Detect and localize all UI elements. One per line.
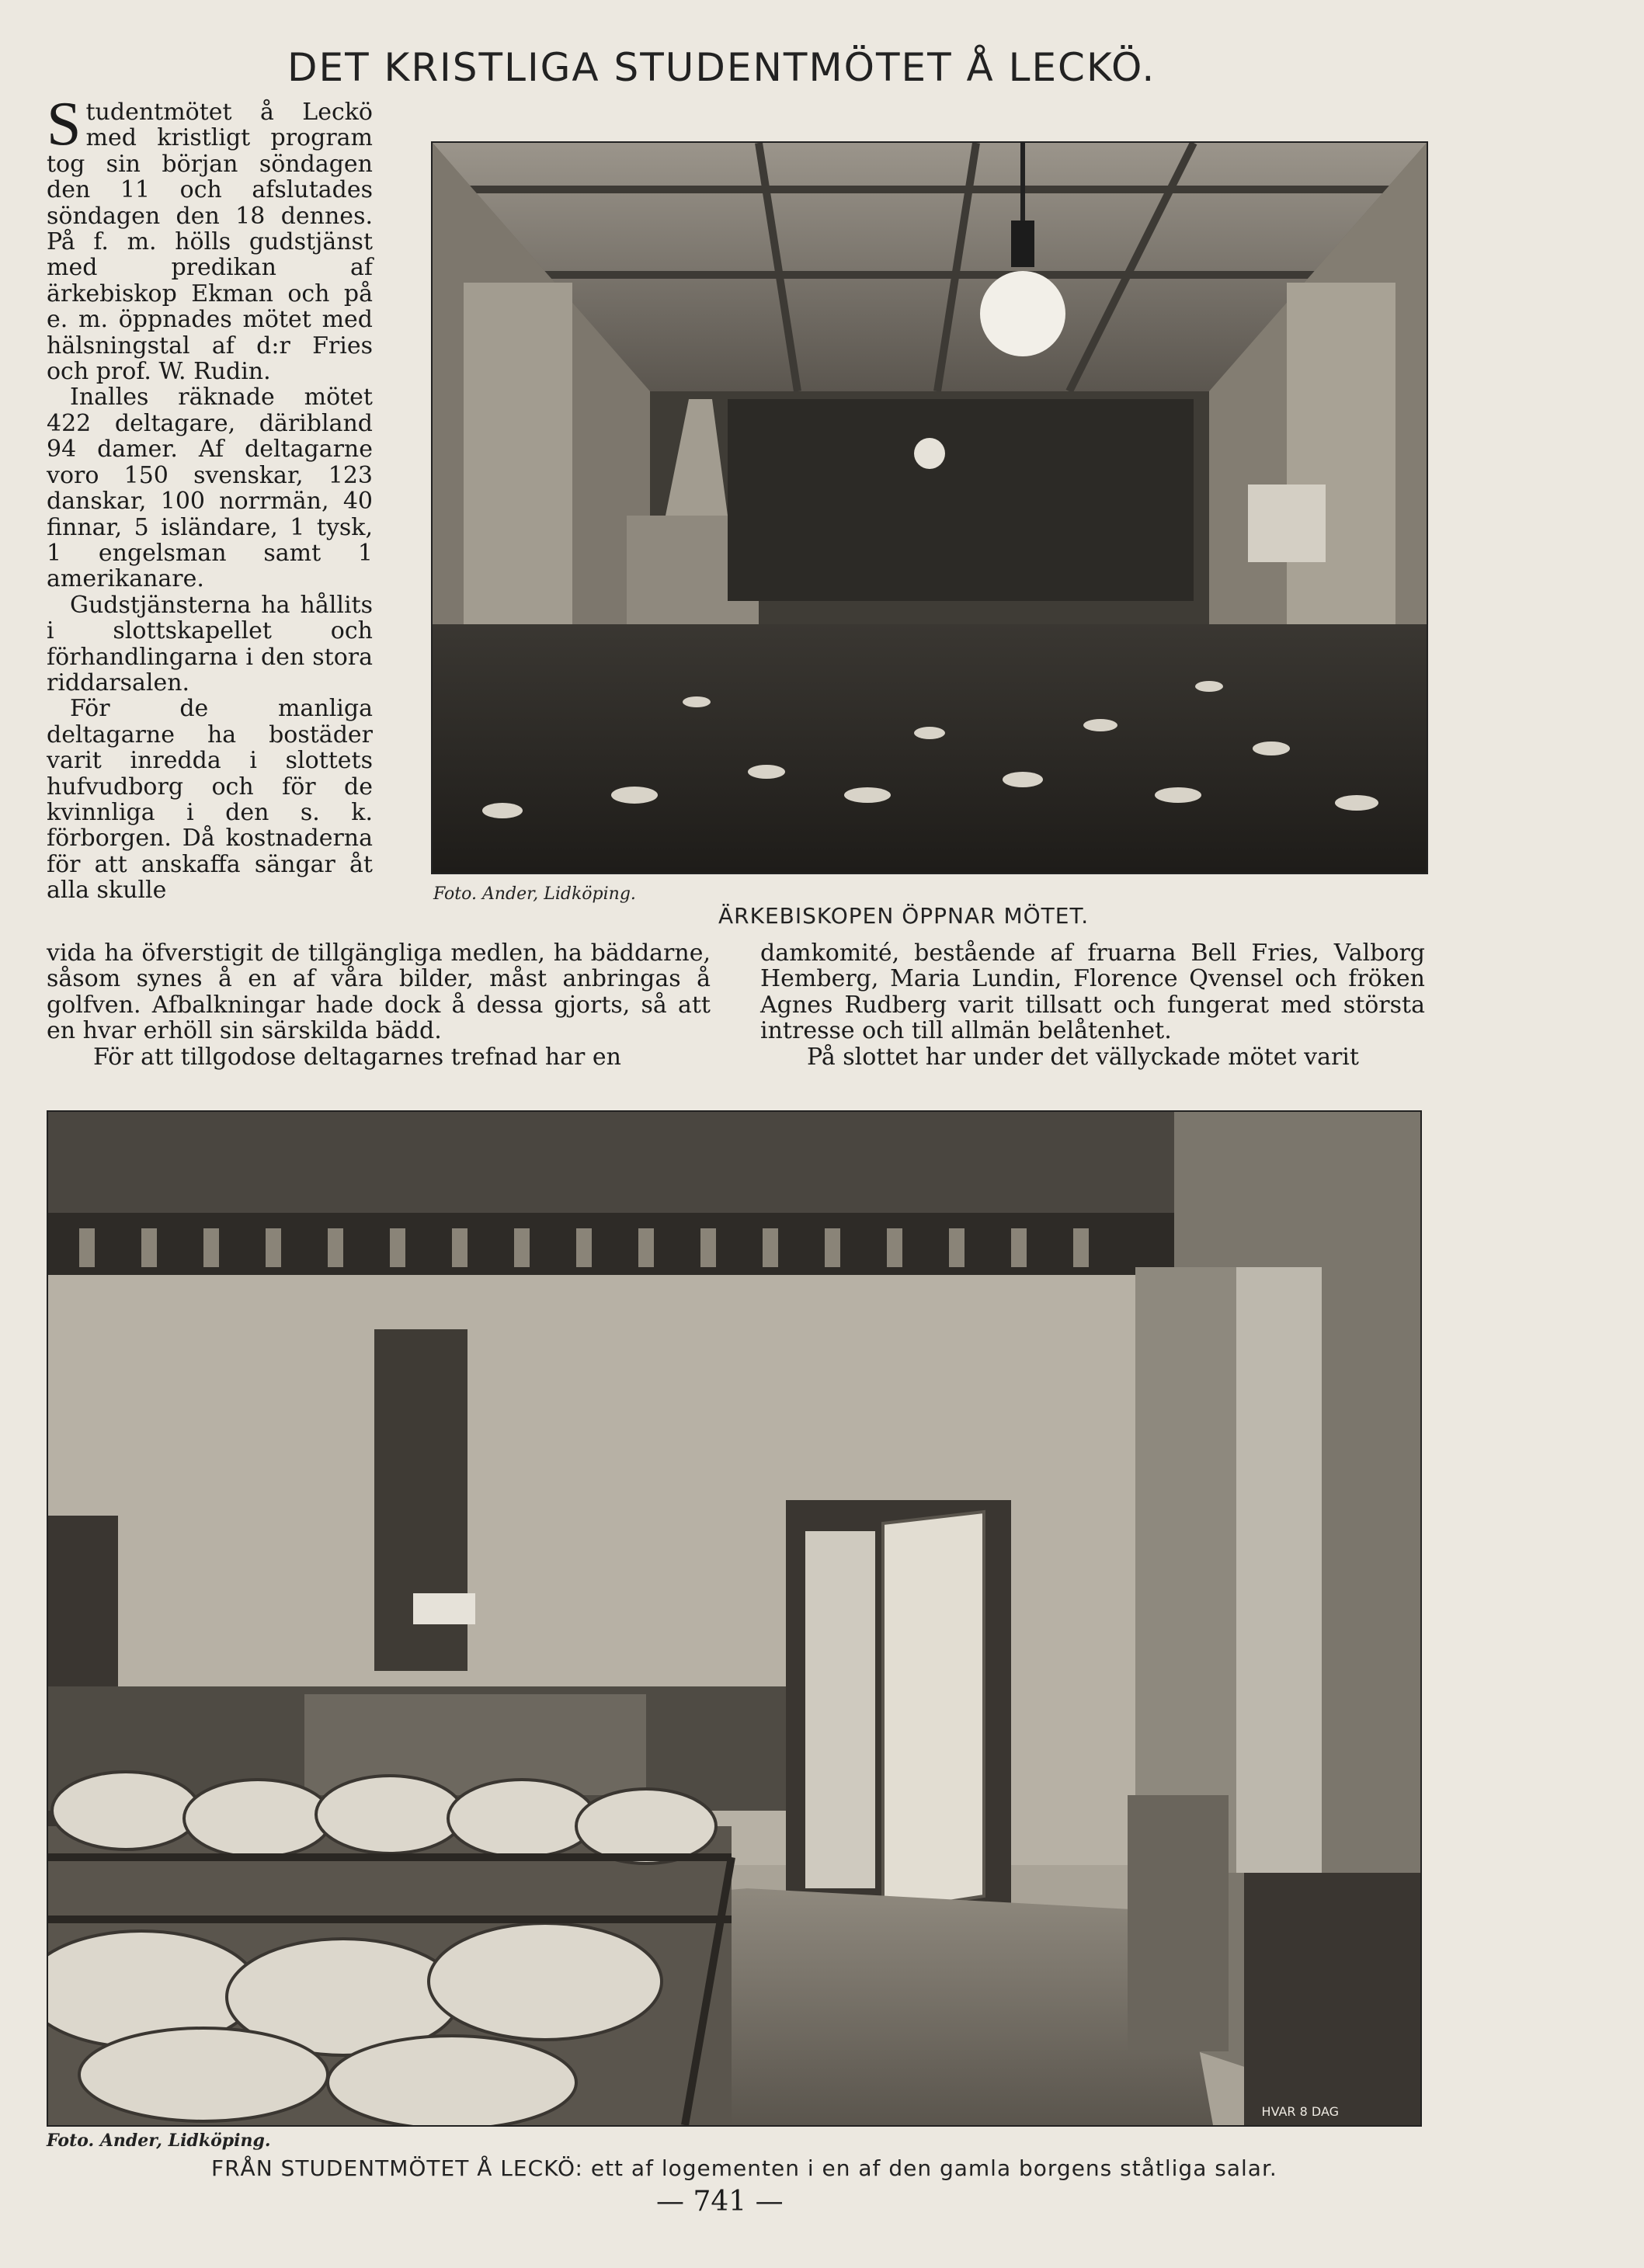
photo-credit: Foto. Ander, Lidköping.: [433, 884, 636, 904]
paragraph: För de manliga deltagarne ha bostäder varit inredda i slottets hufvudborg och för de kvinnliga i den s. k. förborgen. Då kostnaderna för att anskaffa sängar åt alla skulle: [47, 695, 373, 905]
photo-caption: ÄRKEBISKOPEN ÖPPNAR MÖTET.: [718, 903, 1090, 929]
paragraph: tudentmötet å Leckö med kristligt program tog sin början söndagen den 11 och afslutades söndagen den 18 dennes. På f. m. hölls gudstjänst med predikan af ärkebiskop Ekman och på e. m. öppnades mötet med hälsningstal af d:r Fries och prof. W. Rudin.: [47, 99, 373, 386]
article-column-left-top: [47, 90, 373, 905]
hall-assembly-illustration: [433, 143, 1427, 873]
drop-cap: S: [47, 90, 82, 158]
engraver-signature: HVAR 8 DAG: [1261, 2104, 1339, 2119]
paragraph: vida ha öfverstigit de tillgängliga medlen, ha bäddarne, såsom synes å en af våra bilder, måst anbringas å golfven. Afbalkningar hade dock å dessa gjorts, så att en hvar erhöll sin särskilda bädd.: [47, 940, 711, 1045]
page-number: — 741 —: [656, 2186, 784, 2218]
paragraph: damkomité, bestående af fruarna Bell Fries, Valborg Hemberg, Maria Lundin, Florence Qvensel och fröken Agnes Rudberg varit tillsatt och fungerat med största intresse och till allmän belåtenhet.: [760, 940, 1425, 1045]
paragraph: Gudstjänsterna ha hållits i slottskapellet och förhandlingarna i den stora riddarsalen.: [47, 591, 373, 696]
photo-credit: Foto. Ander, Lidköping.: [47, 2131, 271, 2151]
dormitory-illustration: [48, 1112, 1420, 2125]
article-column-right-bottom: [760, 940, 1425, 1070]
photo-dormitory: [47, 1110, 1422, 2127]
article-title: DET KRISTLIGA STUDENTMÖTET Å LECKÖ.: [287, 45, 1156, 90]
paragraph: För att tillgodose deltagarnes trefnad har en: [93, 1043, 621, 1071]
photo-hall-assembly: [431, 141, 1428, 874]
paragraph: På slottet har under det vällyckade mötet varit: [807, 1043, 1359, 1071]
article-column-left-bottom: [47, 940, 711, 1070]
paragraph: Inalles räknade mötet 422 deltagare, däribland 94 damer. Af deltagarne voro 150 svenskar, 123 danskar, 100 norrmän, 40 finnar, 5 isländare, 1 tysk, 1 engelsman samt 1 amerikanare.: [47, 384, 373, 593]
photo-caption: FRÅN STUDENTMÖTET Å LECKÖ: ett af logementen i en af den gamla borgens ståtliga salar.: [211, 2155, 1277, 2181]
